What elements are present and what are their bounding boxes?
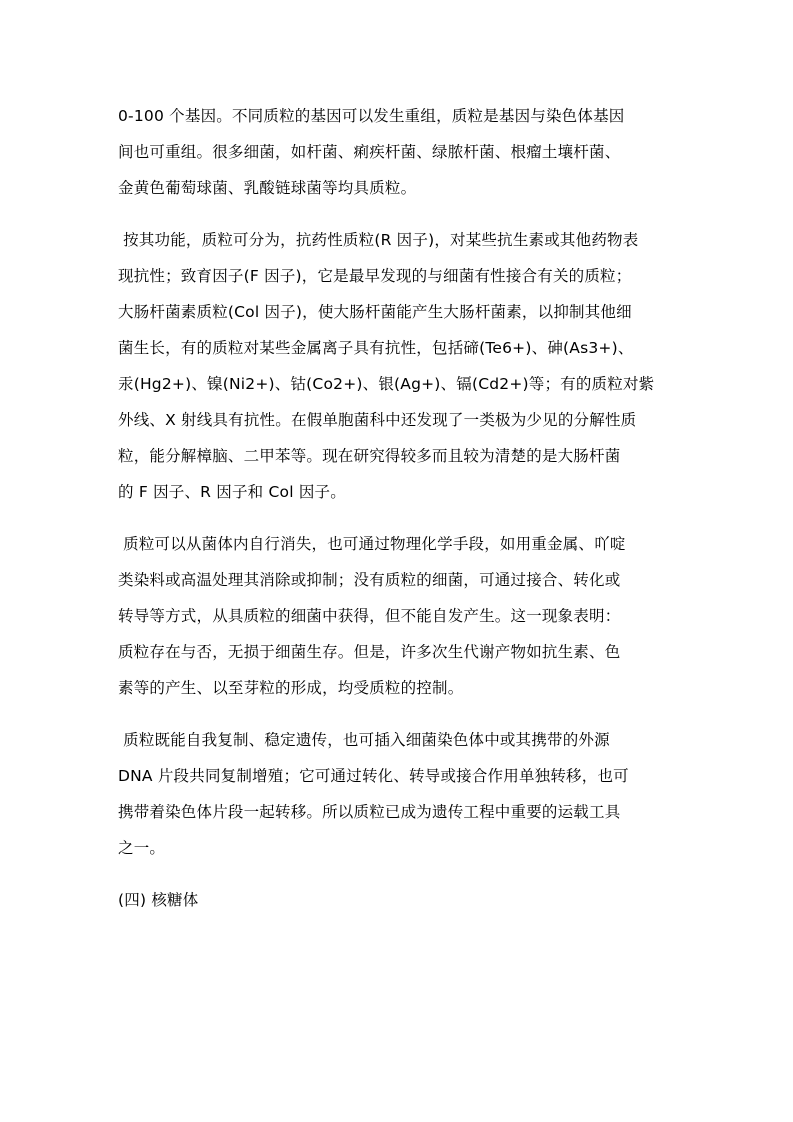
- text-line: 现抗性；致育因子(F 因子)，它是最早发现的与细菌有性接合有关的质粒；: [118, 267, 632, 285]
- text-line: 金黄色葡萄球菌、乳酸链球菌等均具质粒。: [118, 179, 417, 197]
- paragraph-start-line: 按其功能，质粒可分为，抗药性质粒(R 因子)，对某些抗生素或其他药物表: [118, 231, 639, 249]
- text-line: 的 F 因子、R 因子和 Col 因子。: [118, 483, 346, 501]
- paragraph-start-line: 质粒既能自我复制、稳定遗传，也可插入细菌染色体中或其携带的外源: [118, 731, 610, 749]
- text-line: 素等的产生、以至芽粒的形成，均受质粒的控制。: [118, 679, 464, 697]
- text-line: 之一。: [118, 839, 166, 857]
- text-line: 菌生长，有的质粒对某些金属离子具有抗性，包括碲(Te6+)、砷(As3+)、: [118, 339, 634, 357]
- text-line: 转导等方式，从具质粒的细菌中获得，但不能自发产生。这一现象表明：: [118, 607, 621, 625]
- text-line: 外线、X 射线具有抗性。在假单胞菌科中还发现了一类极为少见的分解性质: [118, 411, 637, 429]
- text-line: DNA 片段共同复制增殖；它可通过转化、转导或接合作用单独转移，也可: [118, 767, 629, 785]
- text-line: 粒，能分解樟脑、二甲苯等。现在研究得较多而且较为清楚的是大肠杆菌: [118, 447, 621, 465]
- text-line: 质粒存在与否，无损于细菌生存。但是，许多次生代谢产物如抗生素、色: [118, 643, 621, 661]
- text-line: 大肠杆菌素质粒(Col 因子)，使大肠杆菌能产生大肠杆菌素，以抑制其他细: [118, 303, 632, 321]
- section-heading: (四) 核糖体: [118, 891, 199, 909]
- paragraph-start-line: 质粒可以从菌体内自行消失，也可通过物理化学手段，如用重金属、吖啶: [118, 535, 626, 553]
- text-line: 类染料或高温处理其消除或抑制；没有质粒的细菌，可通过接合、转化或: [118, 571, 621, 589]
- text-line: 间也可重组。很多细菌，如杆菌、痢疾杆菌、绿脓杆菌、根瘤土壤杆菌、: [118, 143, 621, 161]
- text-line: 汞(Hg2+)、镍(Ni2+)、钴(Co2+)、银(Ag+)、镉(Cd2+)等；有的质粒对紫: [118, 375, 655, 393]
- text-line: 0-100 个基因。不同质粒的基因可以发生重组，质粒是基因与染色体基因: [118, 107, 625, 125]
- text-line: 携带着染色体片段一起转移。所以质粒已成为遗传工程中重要的运载工具: [118, 803, 621, 821]
